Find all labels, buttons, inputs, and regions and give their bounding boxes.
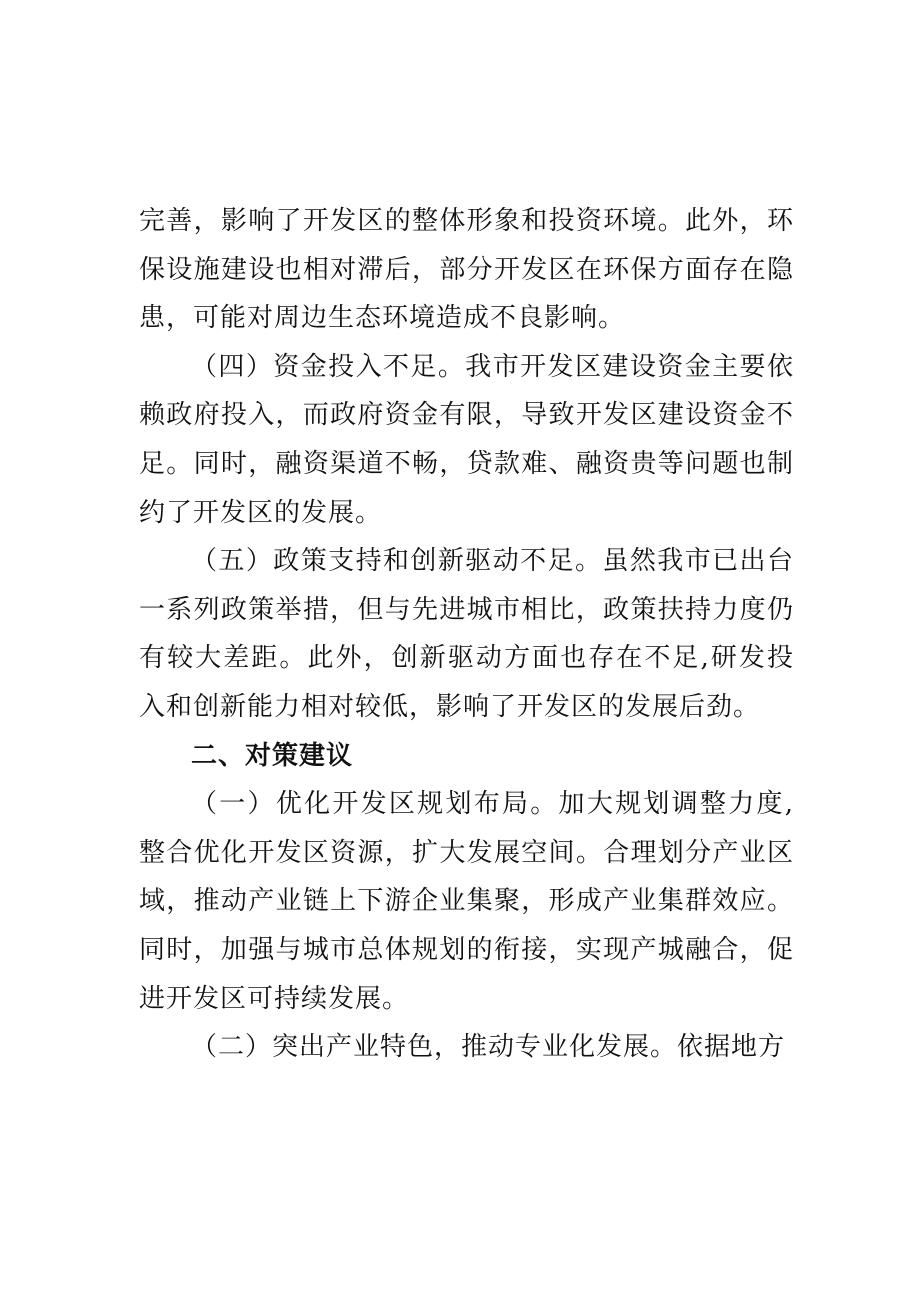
- section-heading: 二、对策建议: [191, 740, 354, 771]
- paragraph-continued: 完善，影响了开发区的整体形象和投资环境。此外，环保设施建设也相对滞后，部分开发区在环保方面存在隐患，可能对周边生态环境造成不良影响。: [139, 206, 794, 334]
- paragraph-industry: （二）突出产业特色，推动专业化发展。依据地方: [191, 1032, 786, 1063]
- paragraph-funding: （四）资金投入不足。我市开发区建设资金主要依赖政府投入，而政府资金有限，导致开发区建设资金不足。同时，融资渠道不畅，贷款难、融资贵等问题也制约了开发区的发展。: [139, 351, 794, 528]
- paragraph-policy: （五）政策支持和创新驱动不足。虽然我市已出台一系列政策举措，但与先进城市相比，政策扶持力度仍有较大差距。此外，创新驱动方面也存在不足,研发投入和创新能力相对较低，影响了开发区的发展后劲。: [139, 546, 794, 722]
- paragraph-planning: （一）优化开发区规划布局。加大规划调整力度,整合优化开发区资源，扩大发展空间。合理划分产业区域，推动产业链上下游企业集聚，形成产业集群效应。同时，加强与城市总体规划的衔接，实现产城融合，促进开发区可持续发展。: [139, 789, 794, 1014]
- document-body: [139, 197, 794, 1072]
